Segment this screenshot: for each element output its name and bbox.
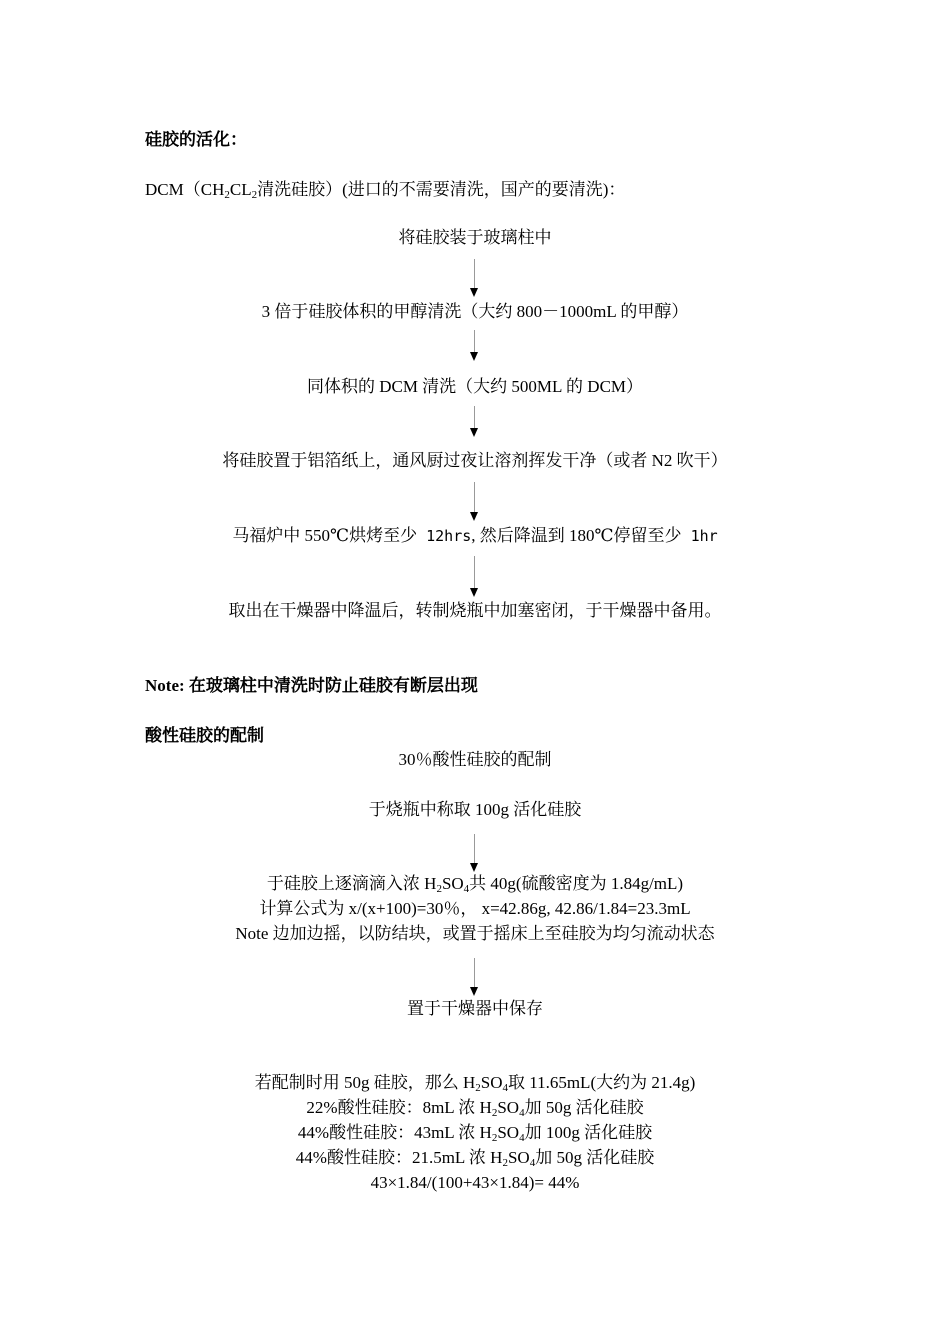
activation-step-4: 将硅胶置于铝箔纸上，通风厨过夜让溶剂挥发干净（或者 N2 吹干） — [222, 451, 728, 470]
intro-subscript-1: 2 — [224, 189, 230, 201]
intro-text-2: CL — [229, 180, 252, 199]
acid-step-2-note: Note 边加边摇，以防结块，或置于摇床上至硅胶为均匀流动状态 — [235, 924, 715, 943]
activation-step-1: 将硅胶装于玻璃柱中 — [398, 228, 552, 247]
calc-subscript: 4 — [519, 1107, 525, 1119]
step5-text-c: , 然后降温到 180℃停留至少 — [471, 526, 682, 545]
section-heading-acid: 酸性硅胶的配制 — [145, 726, 264, 745]
calc-line-4 — [0, 1148, 950, 1168]
step5-text-a: 马福炉中 550℃烘烤至少 — [232, 526, 418, 545]
calc-subscript: 2 — [491, 1107, 498, 1119]
calc-subscript: 4 — [519, 1132, 525, 1144]
activation-intro — [145, 180, 625, 200]
calc-text: SO — [497, 1123, 520, 1142]
calc-text: 加 100g 活化硅胶 — [524, 1123, 653, 1142]
calc-subscript: 2 — [491, 1132, 498, 1144]
calc-subscript: 2 — [475, 1082, 481, 1094]
intro-text-1: DCM（CH — [145, 180, 225, 199]
calc-text: 若配制时用 50g 硅胶，那么 H — [254, 1073, 476, 1092]
acid-subtitle: 30％酸性硅胶的配制 — [398, 750, 552, 769]
step5-text-b: 12hrs — [417, 527, 472, 545]
section-heading-activation: 硅胶的活化： — [145, 130, 247, 149]
calc-text: SO — [480, 1073, 503, 1092]
activation-step-2: 3 倍于硅胶体积的甲醇清洗（大约 800－1000mL 的甲醇） — [261, 302, 689, 321]
calc-line-3 — [0, 1123, 950, 1143]
step2-subscript-2: 4 — [463, 883, 470, 895]
calc-subscript: 4 — [502, 1082, 508, 1094]
activation-step-6: 取出在干燥器中降温后，转制烧瓶中加塞密闭，于干燥器中备用。 — [228, 601, 722, 620]
activation-step-5 — [0, 526, 950, 546]
calc-text: 取 11.65mL(大约为 21.4g) — [507, 1073, 696, 1092]
calc-final: 43×1.84/(100+43×1.84)= 44% — [370, 1173, 580, 1192]
calc-text: 加 50g 活化硅胶 — [524, 1098, 644, 1117]
acid-step-2 — [0, 874, 950, 894]
calc-text: SO — [497, 1098, 520, 1117]
intro-subscript-2: 2 — [251, 189, 258, 201]
step2-subscript-1: 2 — [436, 883, 442, 895]
activation-step-3: 同体积的 DCM 清洗（大约 500ML 的 DCM） — [306, 377, 644, 396]
step5-text-d: 1hr — [681, 527, 718, 545]
calc-text: 22%酸性硅胶：8mL 浓 H — [306, 1098, 492, 1117]
step2-text-c: 共 40g(硫酸密度为 1.84g/mL) — [469, 874, 684, 893]
acid-step-3: 置于干燥器中保存 — [407, 999, 543, 1018]
calc-subscript: 2 — [502, 1157, 508, 1169]
step2-text-b: SO — [441, 874, 464, 893]
calc-text: 44%酸性硅胶：21.5mL 浓 H — [295, 1148, 503, 1167]
calc-text: 加 50g 活化硅胶 — [535, 1148, 655, 1167]
calc-text: 44%酸性硅胶：43mL 浓 H — [297, 1123, 492, 1142]
acid-step-2-formula: 计算公式为 x/(x+100)=30％， x=42.86g, 42.86/1.84=23.3mL — [259, 899, 691, 918]
intro-text-3: 清洗硅胶）(进口的不需要清洗，国产的要清洗)： — [257, 180, 626, 199]
calc-subscript: 4 — [529, 1157, 536, 1169]
calc-line-2 — [0, 1098, 950, 1118]
step2-text-a: 于硅胶上逐滴滴入浓 H — [266, 874, 437, 893]
calc-text: SO — [507, 1148, 530, 1167]
acid-step-1: 于烧瓶中称取 100g 活化硅胶 — [368, 800, 582, 819]
calc-line-1 — [0, 1073, 950, 1093]
note-line: Note: 在玻璃柱中清洗时防止硅胶有断层出现 — [145, 676, 478, 695]
